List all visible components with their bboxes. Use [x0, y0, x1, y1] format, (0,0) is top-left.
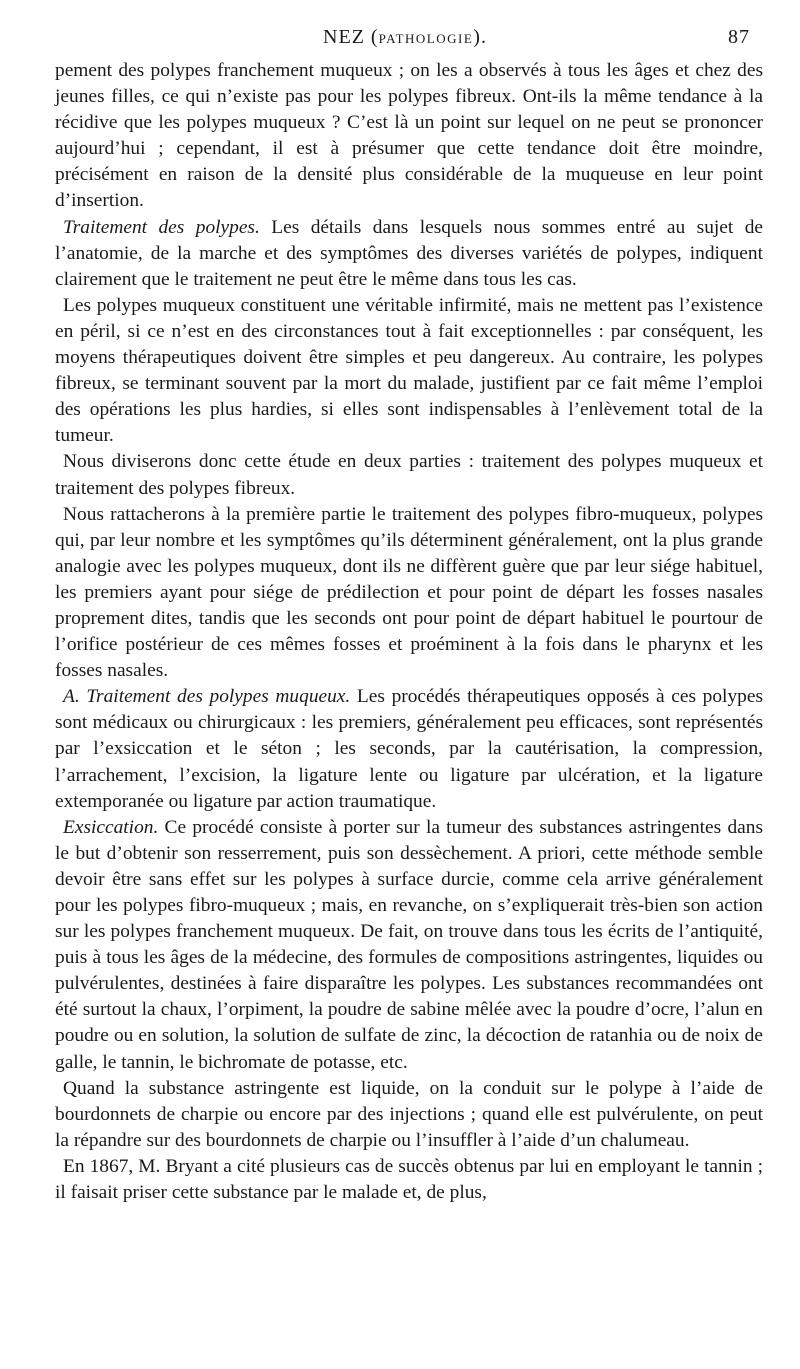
paragraph-text: pement des polypes franchement muqueux ; on les a observés à tous les âges et chez des jeunes filles, ce qui n’existe pas pour les polypes fibreux. Ont-ils la même tendance à la récidive que les polypes muqueux ? C’est là un point sur lequel on ne peut se prononcer aujourd’hui ; cependant, il est à présumer que cette tendance doit être moindre, précisément en raison de la densité plus considérable de la muqueuse en leur point d’insertion.	[55, 60, 763, 212]
paragraph-heading: Traitement des polypes.	[63, 216, 260, 238]
paragraph	[55, 293, 763, 450]
paragraph-text: Nous rattacherons à la première partie le traitement des polypes fibro-muqueux, polypes qui, par leur nombre et les symptômes qu’ils déterminent généralement, ont la plus grande analogie avec les polypes muqueux, dont ils ne diffèrent guère que par leur siége habituel, les premiers ayant pour siége de prédilection et pour point de départ les fosses nasales proprement dites, tandis que les seconds ont pour point de départ habituel le pourtour de l’orifice postérieur de ces mêmes fosses et proéminent à la fois dans le pharynx et les fosses nasales.	[55, 503, 763, 682]
paragraph	[55, 815, 763, 1076]
running-title	[60, 26, 750, 49]
title-open-paren: (	[370, 26, 379, 48]
page-number: 87	[728, 26, 750, 48]
title-subtitle: PATHOLOGIE	[378, 31, 474, 46]
paragraph	[55, 1076, 763, 1154]
paragraph	[55, 1154, 763, 1206]
paragraph	[55, 215, 763, 293]
paragraph-text: En 1867, M. Bryant a cité plusieurs cas de succès obtenus par lui en employant le tannin ; il faisait priser cette substance par le malade et, de plus,	[55, 1155, 763, 1204]
paragraph	[55, 684, 763, 814]
paragraph-text: Les polypes muqueux constituent une véritable infirmité, mais ne mettent pas l’existence en péril, si ce n’est en des circonstances tout à fait exceptionnelles : par conséquent, les moyens thérapeutiques doivent être simples et peu dangereux. Au contraire, les polypes fibreux, se terminant souvent par la mort du malade, justifient par ce fait même l’emploi des opérations les plus hardies, si elles sont indispensables à l’enlèvement total de la tumeur.	[55, 294, 763, 447]
paragraph-text: Les détails dans lesquels nous sommes entré au sujet de l’anatomie, de la marche et des symptômes des diverses variétés de polypes, indiquent clairement que le traitement ne peut être le même dans tous les cas.	[55, 216, 764, 290]
paragraph	[55, 449, 763, 501]
title-close-paren: ).	[473, 26, 487, 48]
paragraph-text: Ce procédé consiste à porter sur la tumeur des substances astringentes dans le but d’obtenir son resserrement, puis son dessèchement. A priori, cette méthode semble devoir être sans effet sur les polypes à surface durcie, comme cela arrive généralement pour les polypes fibro-muqueux ; mais, en revanche, on s’expliquerait très-bien son action sur les polypes franchement muqueux. De fait, on trouve dans tous les écrits de l’antiquité, puis à tous les âges de la médecine, des formules de compositions astringentes, liquides ou pulvérulentes, destinées à faire disparaître les polypes. Les substances recommandées ont été surtout la chaux, l’orpiment, la poudre de sabine mêlée avec la poudre d’ocre, l’alun en poudre ou en solution, la solution de sulfate de zinc, la décoction de ratanhia ou de noix de galle, le tannin, le bichromate de potasse, etc.	[55, 816, 763, 1073]
paragraph-text: Nous diviserons donc cette étude en deux parties : traitement des polypes muqueux et traitement des polypes fibreux.	[55, 451, 763, 499]
body-text	[55, 58, 763, 1206]
paragraph-heading: A. Traitement des polypes muqueux.	[63, 686, 351, 708]
paragraph	[55, 502, 763, 685]
paragraph-heading: Exsiccation.	[63, 816, 159, 838]
running-header	[60, 26, 750, 56]
paragraph-text: Quand la substance astringente est liquide, on la conduit sur le polype à l’aide de bourdonnets de charpie ou encore par des injections ; quand elle est pulvérulente, on peut la répandre sur des bourdonnets de charpie ou l’insuffler à l’aide d’un chalumeau.	[55, 1077, 763, 1151]
paragraph-text: Les procédés thérapeutiques opposés à ces polypes sont médicaux ou chirurgicaux : les premiers, généralement peu efficaces, sont représentés par l’exsiccation et le séton ; les seconds, par la cautérisation, la compression, l’arrachement, l’excision, la ligature lente ou ligature par ulcération, et la ligature extemporanée ou ligature par action traumatique.	[55, 686, 763, 812]
title-main: NEZ	[323, 26, 365, 48]
paragraph	[55, 58, 763, 215]
